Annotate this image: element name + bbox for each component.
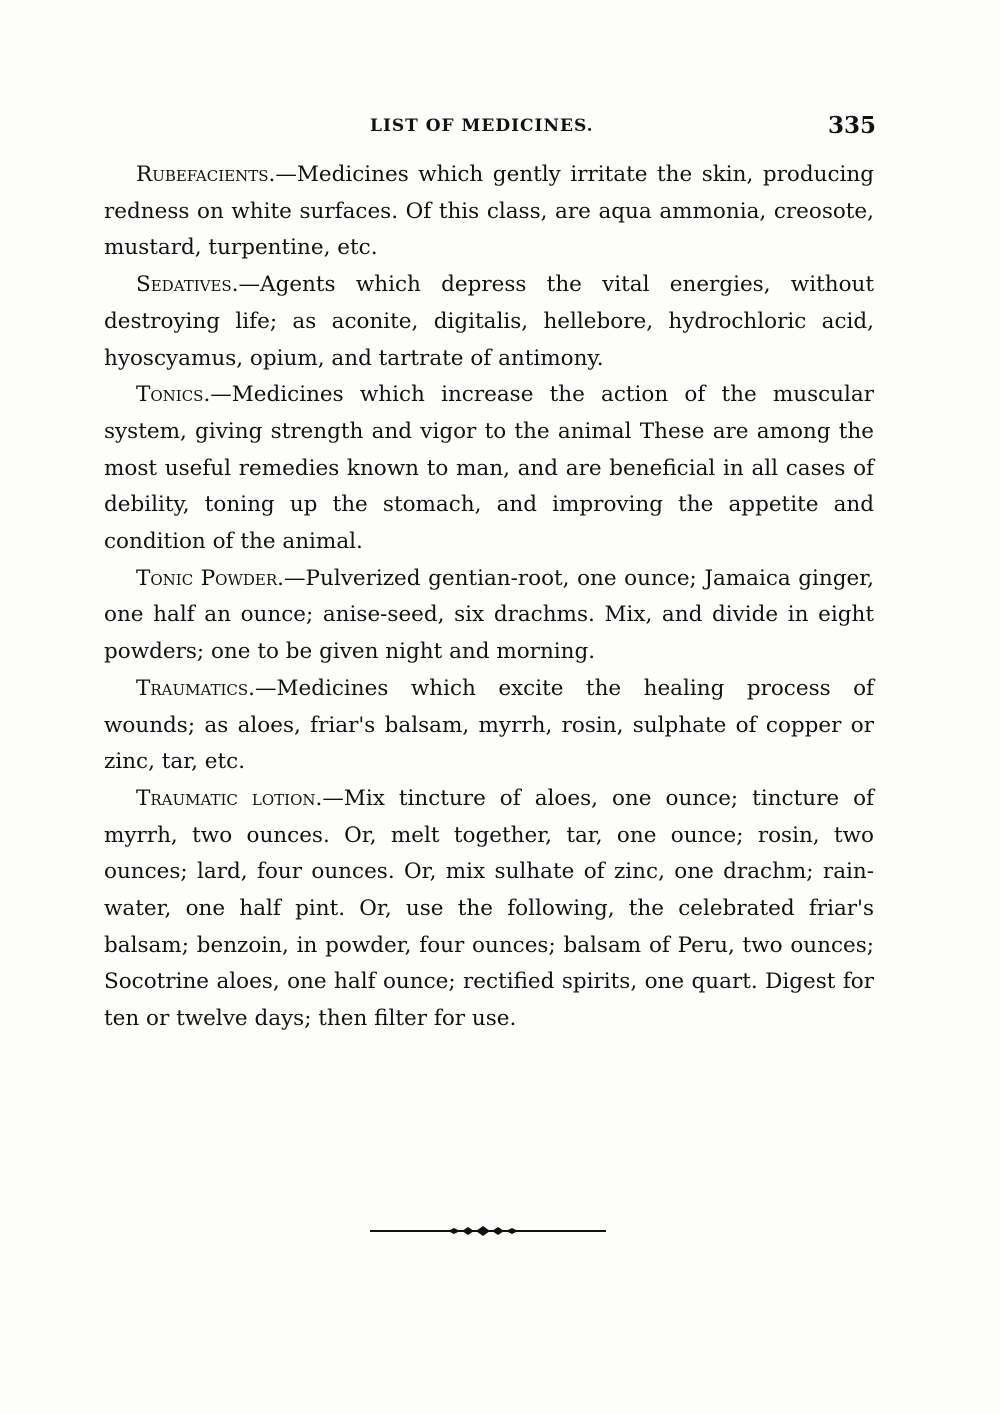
- entry-term: Tonics.: [136, 382, 211, 408]
- section-end-ornament: [370, 1222, 606, 1240]
- medicine-list: [104, 157, 874, 1038]
- entry-text: —Medicines which gently irritate the skin, producing redness on white surfaces. Of this class, are aqua ammonia, creosote, mustard, turpentine, etc.: [104, 162, 874, 261]
- entry-traumatic-lotion: [104, 781, 874, 1038]
- entry-traumatics: [104, 671, 874, 781]
- entry-term: Rubefacients.: [136, 162, 276, 187]
- entry-tonic-powder: [104, 561, 874, 671]
- ornament-rule-graphic: [370, 1222, 606, 1240]
- entry-sedatives: [104, 267, 874, 377]
- entry-rubefacients: [104, 157, 874, 267]
- entry-term: Sedatives.: [136, 272, 239, 298]
- running-title: LIST OF MEDICINES.: [370, 116, 594, 136]
- entry-text: —Medicines which increase the action of the muscular system, giving strength and vigor to the animal These are among the most useful remedies known to man, and are beneficial in all cases of debility, toning up the stomach, and improving the appetite and condition of the animal.: [104, 382, 874, 555]
- page-number: 335: [827, 112, 876, 139]
- entry-text: —Pulverized gentian-root, one ounce; Jamaica ginger, one half an ounce; anise-seed, six drachms. Mix, and divide in eight powders; one to be given night and morning.: [104, 565, 874, 665]
- entry-tonics: [104, 377, 874, 561]
- entry-text: —Agents which depress the vital energies, without destroying life; as aconite, digitalis, hellebore, hydrochloric acid, hyoscyamus, opium, and tartrate of antimony.: [104, 272, 874, 371]
- running-head: [104, 112, 876, 144]
- entry-term: Traumatics.: [136, 675, 255, 701]
- entry-text: —Medicines which excite the healing process of wounds; as aloes, friar's balsam, myrrh, rosin, sulphate of copper or zinc, tar, etc.: [104, 675, 874, 775]
- entry-term: Traumatic lotion.: [136, 785, 323, 811]
- entry-term: Tonic Powder.: [136, 565, 285, 591]
- entry-text: —Mix tincture of aloes, one ounce; tincture of myrrh, two ounces. Or, melt together, tar, one ounce; rosin, two ounces; lard, four ounces. Or, mix sulhate of zinc, one drachm; rain-water, one half pint. Or, use the following, the celebrated friar's balsam; benzoin, in powder, four ounces; balsam of Peru, two ounces; Socotrine aloes, one half ounce; rectified spirits, one quart. Digest for ten or twelve days; then filter for use.: [104, 785, 874, 1032]
